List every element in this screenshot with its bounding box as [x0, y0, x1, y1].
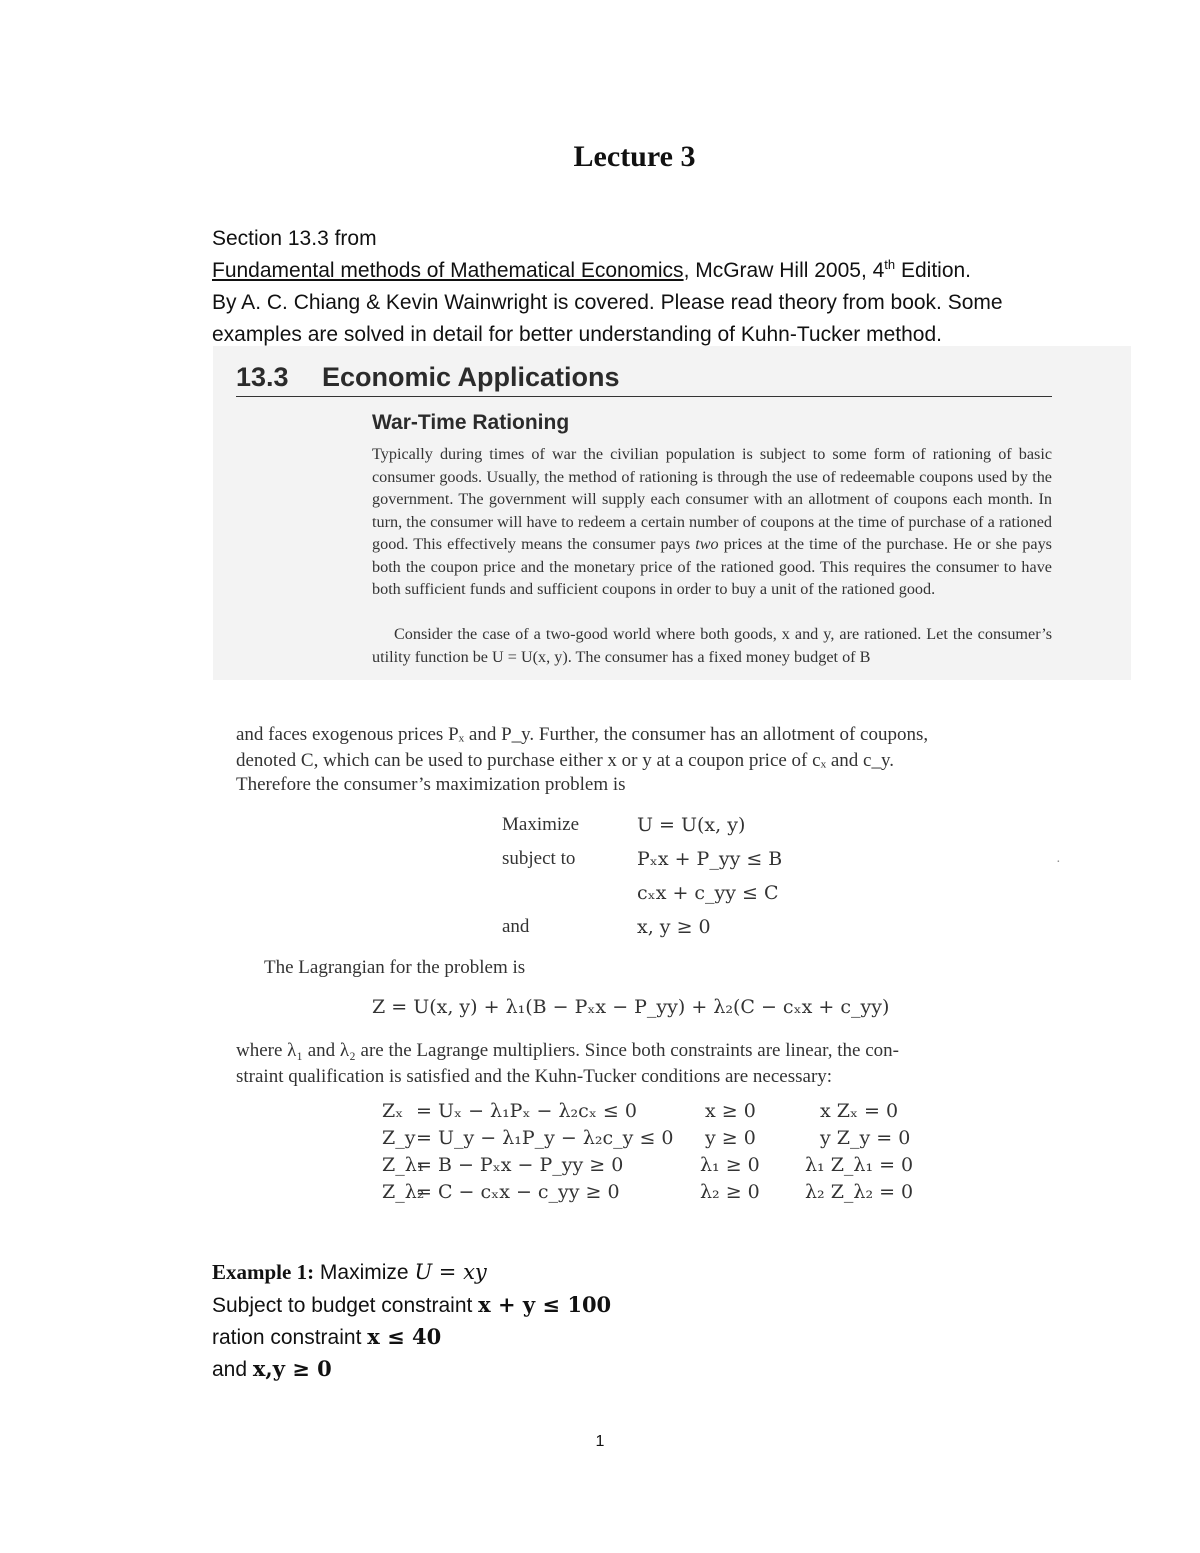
section-title: Economic Applications	[322, 362, 620, 392]
book-title-link: Fundamental methods of Mathematical Economics	[212, 259, 684, 282]
kt-nonneg-2: λ₁ ≥ 0	[700, 1154, 760, 1176]
edition-sup: th	[884, 257, 896, 272]
where-line-1: where λ₁ and λ₂ are the Lagrange multipliers. Since both constraints are linear, the con-	[236, 1040, 899, 1061]
excerpt2-line-2: denoted C, which can be used to purchase either x or y at a coupon price of cₓ and c_y.	[236, 750, 894, 771]
kt-rhs-3: = C − cₓx − c_yy ≥ 0	[416, 1181, 620, 1203]
example-1-objective-math: U = xy	[414, 1260, 487, 1284]
kt-nonneg-3: λ₂ ≥ 0	[700, 1181, 760, 1203]
kt-nonneg-0: x ≥ 0	[705, 1100, 756, 1122]
example-1-ration-text: ration constraint	[212, 1326, 368, 1349]
kt-slack-0: x Zₓ = 0	[820, 1100, 899, 1122]
kt-slack-2: λ₁ Z_λ₁ = 0	[805, 1154, 914, 1176]
paragraph1-part-a: Typically during times of war the civilian population is subject to some form of rationing of basic consumer goods. Usually, the method of rationing is through the use of redeemable coupons used by the government. The government will supply each consumer with an allotment of coupons each month. In turn, the consumer will have to redeem a certain number of coupons at the time of purchase of a rationed good. This effectively means the consumer pays	[372, 445, 1052, 553]
example-1-nonneg	[212, 1356, 332, 1382]
maximize-label: Maximize	[502, 814, 580, 835]
kt-lhs-1: Z_y	[382, 1127, 416, 1149]
example-1-label: Example 1:	[212, 1260, 315, 1284]
kt-lhs-2: Z_λ₁	[382, 1154, 425, 1176]
paragraph1-part-b: prices at the time of the purchase. He or she pays both the coupon price and the monetary price of the rationed good. This requires the consumer to have both sufficient funds and sufficient coupons in order to buy a unit of the rationed good.	[372, 535, 1052, 598]
example-1-budget-math: x + y ≤ 100	[478, 1292, 612, 1317]
paragraph1-emphasis: two	[695, 535, 719, 553]
excerpt2-line-1: and faces exogenous prices Pₓ and P_y. Further, the consumer has an allotment of coupons,	[236, 724, 929, 745]
lagrangian-expr: Z = U(x, y) + λ₁(B − Pₓx − P_yy) + λ₂(C − cₓx + c_yy)	[372, 996, 890, 1018]
kt-rhs-2: = B − Pₓx − P_yy ≥ 0	[416, 1154, 624, 1176]
and-label: and	[502, 916, 530, 937]
kt-slack-3: λ₂ Z_λ₂ = 0	[805, 1181, 914, 1203]
subject-to-label: subject to	[502, 848, 576, 869]
publisher-text: , McGraw Hill 2005, 4	[683, 259, 885, 282]
kt-rhs-0: = Uₓ − λ₁Pₓ − λ₂cₓ ≤ 0	[416, 1100, 637, 1122]
example-1-objective-text: Maximize	[314, 1261, 415, 1284]
example-1-nonneg-math: x,y ≥ 0	[252, 1356, 332, 1381]
kt-lhs-0: Zₓ	[382, 1100, 404, 1122]
excerpt-paragraph-2: Consider the case of a two-good world where both goods, x and y, are rationed. Let the consumer’s utility function be U = U(x, y). The consumer has a fixed money budget of B	[372, 625, 1052, 666]
section-number: 13.3	[236, 362, 289, 392]
edition-tail: Edition.	[895, 259, 972, 282]
page-title: Lecture 3	[573, 140, 696, 173]
excerpt2-line-3: Therefore the consumer’s maximization problem is	[236, 774, 626, 795]
budget-constraint-expr: Pₓx + P_yy ≤ B	[637, 848, 783, 870]
intro-line-4: examples are solved in detail for better understanding of Kuhn-Tucker method.	[212, 323, 942, 346]
section-heading	[236, 362, 620, 393]
subheading: War-Time Rationing	[372, 411, 570, 434]
kt-rhs-1: = U_y − λ₁P_y − λ₂c_y ≤ 0	[416, 1127, 674, 1149]
example-1-nonneg-text: and	[212, 1358, 253, 1381]
intro-line-1: Section 13.3 from	[212, 227, 377, 250]
where-line-2: straint qualification is satisfied and the Kuhn-Tucker conditions are necessary:	[236, 1066, 833, 1087]
intro-line-2	[212, 255, 971, 287]
kt-lhs-3: Z_λ₂	[382, 1181, 425, 1203]
kt-nonneg-1: y ≥ 0	[705, 1127, 756, 1149]
stray-dot: ·	[1056, 855, 1061, 870]
section-rule	[236, 396, 1052, 397]
lagrangian-intro: The Lagrangian for the problem is	[264, 957, 526, 978]
example-1-objective	[212, 1260, 487, 1285]
excerpt-paragraph-1	[372, 443, 1052, 601]
kt-slack-1: y Z_y = 0	[820, 1127, 911, 1149]
example-1-budget	[212, 1292, 611, 1318]
page-number: 1	[595, 1433, 605, 1450]
example-1-budget-text: Subject to budget constraint	[212, 1294, 479, 1317]
coupon-constraint-expr: cₓx + c_yy ≤ C	[637, 882, 779, 904]
example-1-ration-math: x ≤ 40	[367, 1324, 442, 1349]
intro-line-3: By A. C. Chiang & Kevin Wainwright is covered. Please read theory from book. Some	[212, 291, 1003, 314]
nonneg-expr: x, y ≥ 0	[637, 916, 711, 938]
example-1-ration	[212, 1324, 441, 1350]
objective-expr: U = U(x, y)	[637, 814, 746, 836]
